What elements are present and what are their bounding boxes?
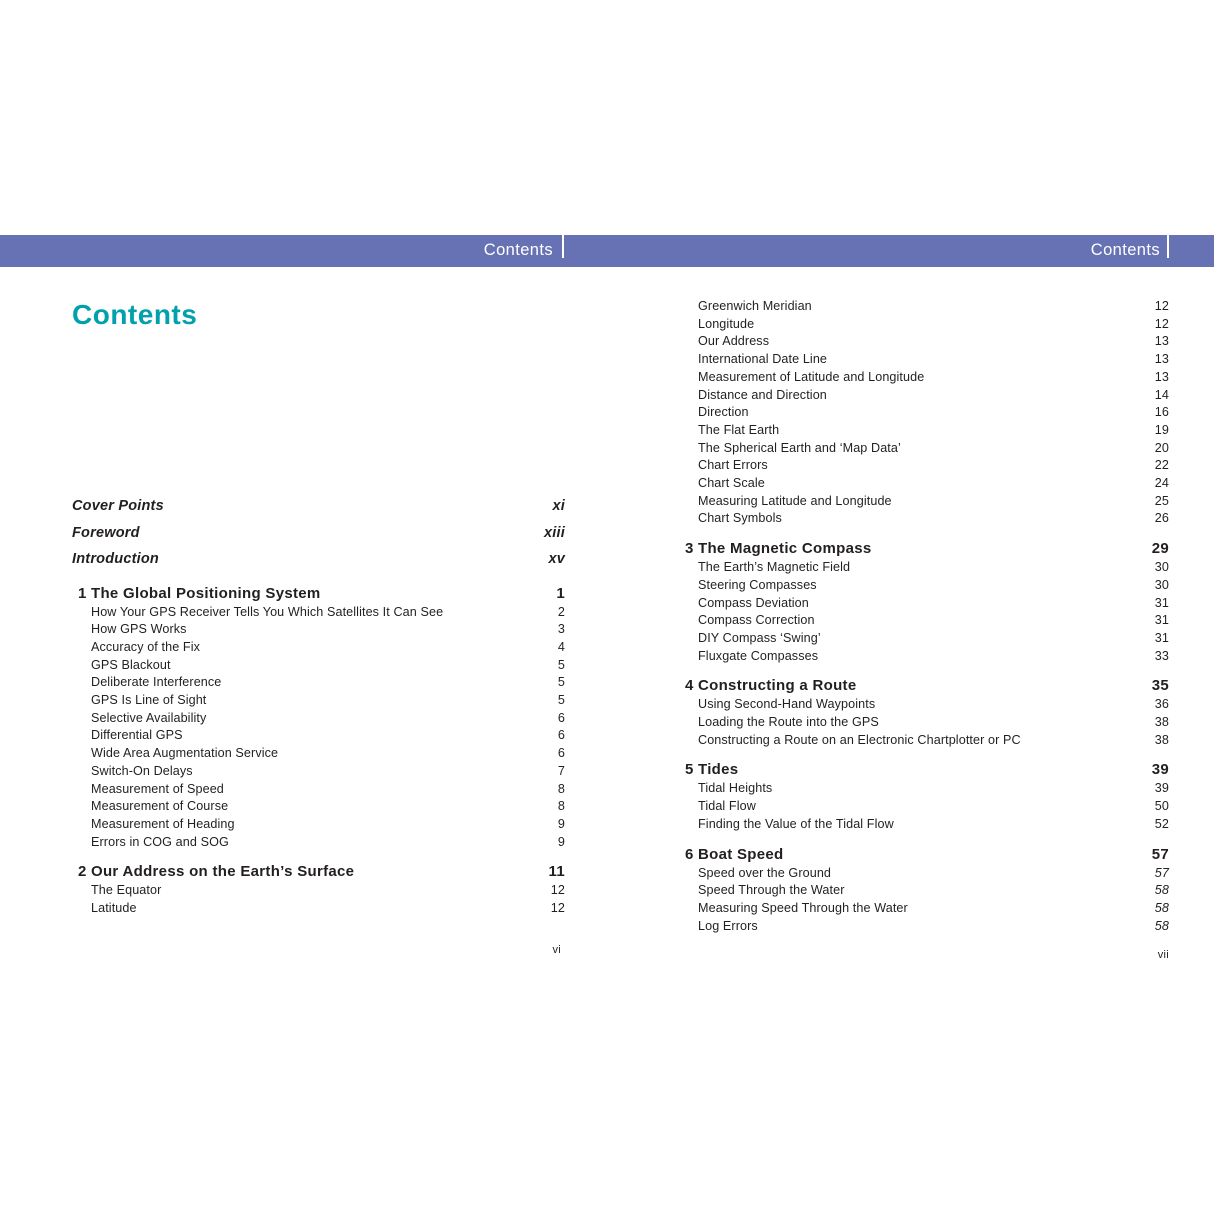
toc-entry-page: 58 xyxy=(1154,918,1169,933)
toc-entry xyxy=(685,882,1169,900)
chapter-sections xyxy=(685,780,1169,833)
toc-entry xyxy=(685,333,1169,351)
toc-entry xyxy=(72,882,565,900)
toc-entry-label: Constructing a Route on an Electronic Chartplotter or PC xyxy=(698,732,1021,747)
toc-entry-page: 38 xyxy=(1154,732,1169,747)
toc-entry xyxy=(685,648,1169,666)
toc-entry xyxy=(685,559,1169,577)
toc-entry xyxy=(72,657,565,675)
running-header-left: Contents xyxy=(483,241,553,259)
chapter-heading xyxy=(685,539,1169,559)
toc-entry xyxy=(685,780,1169,798)
toc-entry-page: 12 xyxy=(1154,299,1169,313)
toc-entry-label: GPS Blackout xyxy=(91,657,171,672)
toc-entry-label: Steering Compasses xyxy=(698,577,817,592)
front-matter-list xyxy=(72,493,565,573)
toc-entry-page: 13 xyxy=(1154,352,1169,367)
toc-entry xyxy=(72,816,565,834)
toc-entry-page: 12 xyxy=(550,883,565,898)
toc-entry xyxy=(72,781,565,799)
toc-entry-page: 4 xyxy=(557,639,565,654)
toc-entry-label: The Earth’s Magnetic Field xyxy=(698,560,851,575)
chapter-heading xyxy=(72,862,565,882)
toc-entry xyxy=(72,621,565,639)
chapter-page: 1 xyxy=(556,584,565,602)
toc-entry-page: xi xyxy=(552,498,565,514)
chapter-page: 11 xyxy=(548,863,565,881)
toc-entry xyxy=(685,595,1169,613)
toc-entry-page: 38 xyxy=(1154,715,1169,730)
toc-entry-label: Latitude xyxy=(91,901,137,916)
toc-entry-page: 16 xyxy=(1154,405,1169,420)
chapter-sections xyxy=(72,882,565,917)
toc-entry xyxy=(685,316,1169,334)
toc-entry-label: Our Address xyxy=(698,334,770,349)
toc-entry-label: Using Second-Hand Waypoints xyxy=(698,697,876,712)
left-page-toc-blocks xyxy=(72,493,565,918)
toc-entry-label: Introduction xyxy=(72,551,159,567)
toc-entry-label: Measurement of Course xyxy=(91,799,229,814)
toc-entry-label: Errors in COG and SOG xyxy=(91,834,229,849)
toc-entry-page: 58 xyxy=(1154,900,1169,915)
toc-entry-label: Foreword xyxy=(72,524,140,541)
toc-entry xyxy=(72,639,565,657)
toc-entry-page: 2 xyxy=(557,604,565,619)
toc-entry xyxy=(685,900,1169,918)
toc-entry-page: 9 xyxy=(557,834,565,849)
toc-entry xyxy=(685,696,1169,714)
toc-entry-page: xv xyxy=(548,551,565,567)
toc-entry-label: The Flat Earth xyxy=(698,422,780,437)
toc-entry xyxy=(72,834,565,852)
toc-entry xyxy=(685,732,1169,750)
toc-entry-page: xiii xyxy=(544,524,565,541)
toc-entry-label: Differential GPS xyxy=(91,728,183,743)
toc-entry-page: 5 xyxy=(557,693,565,708)
toc-entry-page: 57 xyxy=(1154,865,1169,880)
toc-entry-page: 31 xyxy=(1154,613,1169,628)
toc-entry-label: Tidal Heights xyxy=(698,781,773,796)
chapter-title: Our Address on the Earth’s Surface xyxy=(91,863,355,881)
toc-entry xyxy=(685,630,1169,648)
toc-entry-page: 31 xyxy=(1154,595,1169,610)
chapter-heading xyxy=(685,760,1169,780)
toc-entry-page: 22 xyxy=(1154,458,1169,473)
toc-entry-label: Chart Symbols xyxy=(698,511,782,526)
chapter-sections xyxy=(685,696,1169,749)
toc-entry-label: Compass Correction xyxy=(698,613,815,628)
chapter-title: Boat Speed xyxy=(698,845,784,863)
toc-entry-page: 6 xyxy=(557,710,565,725)
toc-entry-label: Chart Scale xyxy=(698,476,765,491)
toc-entry-page: 12 xyxy=(550,901,565,916)
chapter-heading xyxy=(685,676,1169,696)
toc-entry-page: 6 xyxy=(557,728,565,743)
toc-entry xyxy=(685,440,1169,458)
toc-entry-page: 9 xyxy=(557,816,565,831)
chapter-sections xyxy=(685,865,1169,936)
toc-entry-label: Measuring Latitude and Longitude xyxy=(698,493,892,508)
toc-entry-page: 26 xyxy=(1154,511,1169,526)
toc-entry-label: Log Errors xyxy=(698,918,758,933)
toc-entry xyxy=(685,475,1169,493)
toc-entry xyxy=(685,457,1169,475)
toc-entry xyxy=(685,387,1169,405)
toc-entry xyxy=(685,816,1169,834)
toc-entry-page: 7 xyxy=(557,763,565,778)
toc-entry xyxy=(685,369,1169,387)
page-folio-left: vi xyxy=(552,943,561,956)
toc-entry-label: Measurement of Speed xyxy=(91,781,224,796)
toc-entry-label: Selective Availability xyxy=(91,710,207,725)
toc-entry-page: 52 xyxy=(1154,816,1169,831)
toc-entry-label: The Equator xyxy=(91,883,162,898)
toc-entry-label: Speed over the Ground xyxy=(698,865,832,880)
toc-entry-label: International Date Line xyxy=(698,352,828,367)
chapter-title: Constructing a Route xyxy=(698,677,857,695)
chapter-sections xyxy=(72,604,565,852)
toc-entry xyxy=(72,900,565,918)
right-page-toc-blocks xyxy=(685,298,1169,935)
toc-entry-page: 36 xyxy=(1154,697,1169,712)
chapter-page: 35 xyxy=(1151,677,1169,695)
toc-entry-label: Measurement of Latitude and Longitude xyxy=(698,369,925,384)
toc-entry-page: 6 xyxy=(557,746,565,761)
toc-entry-page: 14 xyxy=(1154,387,1169,402)
toc-entry-label: Greenwich Meridian xyxy=(698,299,812,313)
toc-entry-page: 20 xyxy=(1154,440,1169,455)
toc-entry-label: Accuracy of the Fix xyxy=(91,639,200,654)
toc-entry-page: 50 xyxy=(1154,799,1169,814)
chapter-heading xyxy=(72,584,565,604)
chapter-number: 5 xyxy=(685,761,694,779)
toc-entry-label: Finding the Value of the Tidal Flow xyxy=(698,816,894,831)
chapter-number: 1 xyxy=(78,584,87,602)
chapter-title: The Magnetic Compass xyxy=(698,540,872,558)
chapter-page: 57 xyxy=(1151,845,1169,863)
toc-entry xyxy=(72,745,565,763)
toc-entry xyxy=(72,674,565,692)
toc-entry-page: 33 xyxy=(1154,648,1169,663)
toc-entry-label: The Spherical Earth and ‘Map Data’ xyxy=(698,440,901,455)
toc-entry-label: GPS Is Line of Sight xyxy=(91,693,207,708)
toc-entry-page: 5 xyxy=(557,657,565,672)
toc-entry-page: 25 xyxy=(1154,493,1169,508)
chapter-page: 29 xyxy=(1151,540,1169,558)
toc-entry xyxy=(685,298,1169,316)
toc-entry xyxy=(72,710,565,728)
toc-entry-label: Distance and Direction xyxy=(698,387,827,402)
toc-entry-label: How Your GPS Receiver Tells You Which Satellites It Can See xyxy=(91,604,444,619)
toc-entry-label: Deliberate Interference xyxy=(91,675,222,690)
chapter-page: 39 xyxy=(1151,761,1169,779)
toc-entry xyxy=(685,612,1169,630)
toc-entry xyxy=(685,422,1169,440)
toc-entry xyxy=(685,493,1169,511)
toc-entry-label: Chart Errors xyxy=(698,458,768,473)
toc-entry-page: 13 xyxy=(1154,334,1169,349)
toc-entry xyxy=(685,865,1169,883)
toc-entry xyxy=(72,763,565,781)
toc-entry xyxy=(72,493,565,520)
toc-entry-label: Measuring Speed Through the Water xyxy=(698,900,908,915)
chapter-number: 3 xyxy=(685,540,694,558)
toc-entry xyxy=(72,692,565,710)
toc-entry-label: Loading the Route into the GPS xyxy=(698,715,879,730)
toc-entry-page: 8 xyxy=(557,799,565,814)
toc-entry-page: 58 xyxy=(1154,883,1169,898)
toc-entry-label: Speed Through the Water xyxy=(698,883,845,898)
toc-entry-label: Fluxgate Compasses xyxy=(698,648,819,663)
left-page-column xyxy=(72,0,565,957)
toc-entry-label: Longitude xyxy=(698,316,755,331)
continued-sections xyxy=(685,298,1169,528)
toc-entry-page: 30 xyxy=(1154,577,1169,592)
toc-entry-page: 3 xyxy=(557,622,565,637)
toc-entry xyxy=(685,351,1169,369)
chapter-number: 6 xyxy=(685,845,694,863)
toc-entry-label: Tidal Flow xyxy=(698,799,756,814)
toc-entry xyxy=(685,577,1169,595)
chapter-heading xyxy=(685,845,1169,865)
toc-entry-label: Compass Deviation xyxy=(698,595,809,610)
toc-entry xyxy=(685,918,1169,936)
toc-entry xyxy=(685,798,1169,816)
toc-entry xyxy=(72,798,565,816)
toc-entry-label: How GPS Works xyxy=(91,622,187,637)
toc-entry xyxy=(72,727,565,745)
chapter-title: Tides xyxy=(698,761,739,779)
toc-entry-page: 39 xyxy=(1154,781,1169,796)
contents-title: Contents xyxy=(72,299,198,330)
toc-entry-label: Cover Points xyxy=(72,498,164,514)
toc-entry-page: 30 xyxy=(1154,560,1169,575)
toc-entry xyxy=(72,604,565,622)
toc-entry-page: 8 xyxy=(557,781,565,796)
toc-entry-label: Direction xyxy=(698,405,749,420)
toc-entry xyxy=(72,546,565,573)
toc-entry-page: 31 xyxy=(1154,630,1169,645)
right-page-column xyxy=(685,0,1169,962)
toc-entry-label: Measurement of Heading xyxy=(91,816,235,831)
chapter-sections xyxy=(685,559,1169,665)
chapter-number: 2 xyxy=(78,863,87,881)
toc-entry-label: Wide Area Augmentation Service xyxy=(91,746,279,761)
toc-entry-page: 13 xyxy=(1154,369,1169,384)
toc-entry xyxy=(72,520,565,547)
chapter-title: The Global Positioning System xyxy=(91,584,321,602)
toc-entry-page: 24 xyxy=(1154,476,1169,491)
toc-entry-page: 5 xyxy=(557,675,565,690)
toc-entry xyxy=(685,714,1169,732)
running-header-right: Contents xyxy=(1090,241,1160,259)
toc-entry-label: Switch-On Delays xyxy=(91,763,193,778)
toc-entry-page: 12 xyxy=(1154,316,1169,331)
toc-entry-label: DIY Compass ‘Swing’ xyxy=(698,630,821,645)
toc-entry xyxy=(685,404,1169,422)
toc-entry-page: 19 xyxy=(1154,422,1169,437)
page-folio-right: vii xyxy=(1157,949,1169,962)
toc-entry xyxy=(685,510,1169,528)
chapter-number: 4 xyxy=(685,677,694,695)
